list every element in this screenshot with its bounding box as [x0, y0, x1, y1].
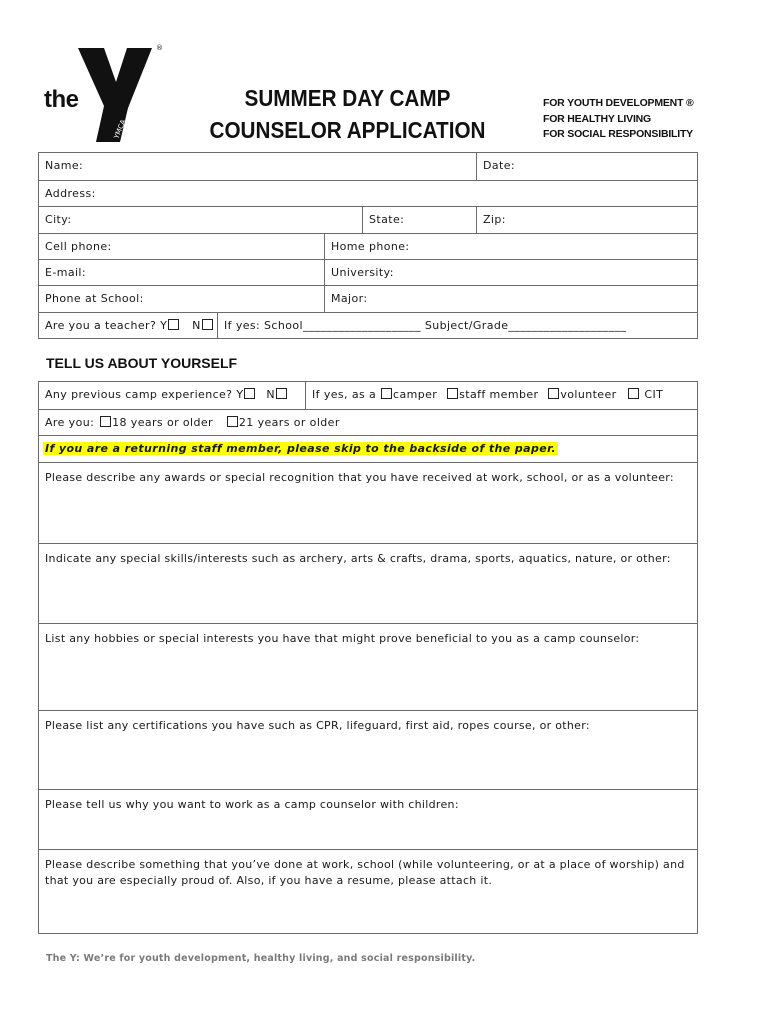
returning-staff-highlight: If you are a returning staff member, please skip to the backside of the paper.: [45, 442, 556, 455]
camp-role-options: [305, 382, 697, 409]
major-field[interactable]: [324, 286, 697, 312]
camp-exp-no-checkbox[interactable]: [276, 388, 287, 399]
tagline-3: FOR SOCIAL RESPONSIBILITY: [543, 128, 693, 140]
cit-checkbox[interactable]: [628, 388, 639, 399]
certifications-question-box[interactable]: [39, 710, 697, 789]
teacher-school-field[interactable]: [217, 313, 697, 338]
about-yourself-table: [38, 381, 698, 934]
state-label: State:: [369, 213, 405, 226]
section-title: TELL US ABOUT YOURSELF: [46, 355, 238, 371]
skills-question-box[interactable]: [39, 543, 697, 623]
city-label: City:: [45, 213, 72, 226]
teacher-school-label: If yes: School____________________ Subject/Grade____________________: [224, 319, 627, 332]
row-address: [39, 180, 697, 206]
age-18-checkbox[interactable]: [100, 416, 111, 427]
zip-label: Zip:: [483, 213, 506, 226]
volunteer-label: volunteer: [560, 388, 617, 401]
why-question: Please tell us why you want to work as a camp counselor with children:: [45, 798, 459, 811]
contact-info-table: [38, 152, 698, 339]
major-label: Major:: [331, 292, 368, 305]
title-line-1: SUMMER DAY CAMP: [244, 85, 451, 111]
title-line-2: COUNSELOR APPLICATION: [209, 117, 486, 143]
camper-label: camper: [393, 388, 438, 401]
if-yes-label: If yes, as a: [312, 388, 377, 401]
row-age: [39, 409, 697, 435]
cit-label: CIT: [644, 388, 664, 401]
y-mark-icon: [78, 48, 158, 144]
hobbies-question-box[interactable]: [39, 623, 697, 710]
camp-experience-label: Any previous camp experience? Y: [45, 388, 244, 401]
camp-exp-yes-checkbox[interactable]: [244, 388, 255, 399]
returning-staff-note: [39, 436, 697, 462]
row-phones: [39, 233, 697, 259]
age-18-label: 18 years or older: [112, 416, 213, 429]
row-teacher: [39, 312, 697, 338]
address-label: Address:: [45, 187, 96, 200]
row-school-phone-major: [39, 285, 697, 312]
staff-member-checkbox[interactable]: [447, 388, 458, 399]
tagline: [543, 96, 694, 143]
awards-question-box[interactable]: [39, 462, 697, 543]
teacher-yes-checkbox[interactable]: [168, 319, 179, 330]
school-phone-field[interactable]: [39, 286, 324, 312]
teacher-question: [39, 313, 217, 338]
name-field[interactable]: [39, 153, 476, 180]
school-phone-label: Phone at School:: [45, 292, 144, 305]
proud-question-box[interactable]: [39, 849, 697, 933]
home-phone-label: Home phone:: [331, 240, 410, 253]
row-returning-note: [39, 435, 697, 462]
email-label: E-mail:: [45, 266, 86, 279]
ymca-logo: [44, 44, 168, 144]
address-field[interactable]: [39, 181, 697, 206]
row-city-state-zip: [39, 206, 697, 233]
university-field[interactable]: [324, 260, 697, 285]
page-title: [206, 82, 490, 146]
name-label: Name:: [45, 159, 84, 172]
age-21-checkbox[interactable]: [227, 416, 238, 427]
certifications-question: Please list any certifications you have such as CPR, lifeguard, first aid, ropes course, or other:: [45, 719, 590, 732]
home-phone-field[interactable]: [324, 234, 697, 259]
age-question: [39, 410, 697, 435]
logo-the-text: the: [44, 86, 79, 113]
camp-experience-question: [39, 382, 305, 409]
camper-checkbox[interactable]: [381, 388, 392, 399]
city-field[interactable]: [39, 207, 362, 233]
age-21-label: 21 years or older: [238, 416, 340, 429]
staff-member-label: staff member: [459, 388, 539, 401]
date-label: Date:: [483, 159, 515, 172]
state-field[interactable]: [362, 207, 476, 233]
cell-phone-label: Cell phone:: [45, 240, 112, 253]
camp-exp-no-label: N: [266, 388, 275, 401]
logo-ymca-text: YMCA: [112, 118, 128, 140]
cell-phone-field[interactable]: [39, 234, 324, 259]
row-email-university: [39, 259, 697, 285]
teacher-no-checkbox[interactable]: [202, 319, 213, 330]
proud-question: Please describe something that you’ve done at work, school (while volunteering, or at a place of worship) and that you are especially proud of. Also, if you have a resume, please attach it.: [45, 858, 685, 887]
zip-field[interactable]: [476, 207, 697, 233]
teacher-label: Are you a teacher? Y: [45, 319, 168, 332]
tagline-1: FOR YOUTH DEVELOPMENT ®: [543, 97, 694, 109]
awards-question: Please describe any awards or special recognition that you have received at work, school, or as a volunteer:: [45, 471, 674, 484]
hobbies-question: List any hobbies or special interests you have that might prove beneficial to you as a camp counselor:: [45, 632, 640, 645]
teacher-no-label: N: [192, 319, 201, 332]
footer-text: The Y: We’re for youth development, healthy living, and social responsibility.: [46, 953, 476, 964]
email-field[interactable]: [39, 260, 324, 285]
university-label: University:: [331, 266, 394, 279]
registered-mark: ®: [156, 44, 163, 52]
why-question-box[interactable]: [39, 789, 697, 849]
row-camp-experience: [39, 382, 697, 409]
are-you-label: Are you:: [45, 416, 95, 429]
date-field[interactable]: [476, 153, 697, 180]
tagline-2: FOR HEALTHY LIVING: [543, 112, 652, 125]
skills-question: Indicate any special skills/interests such as archery, arts & crafts, drama, sports, aquatics, nature, or other:: [45, 552, 671, 565]
row-name-date: [39, 153, 697, 180]
volunteer-checkbox[interactable]: [548, 388, 559, 399]
